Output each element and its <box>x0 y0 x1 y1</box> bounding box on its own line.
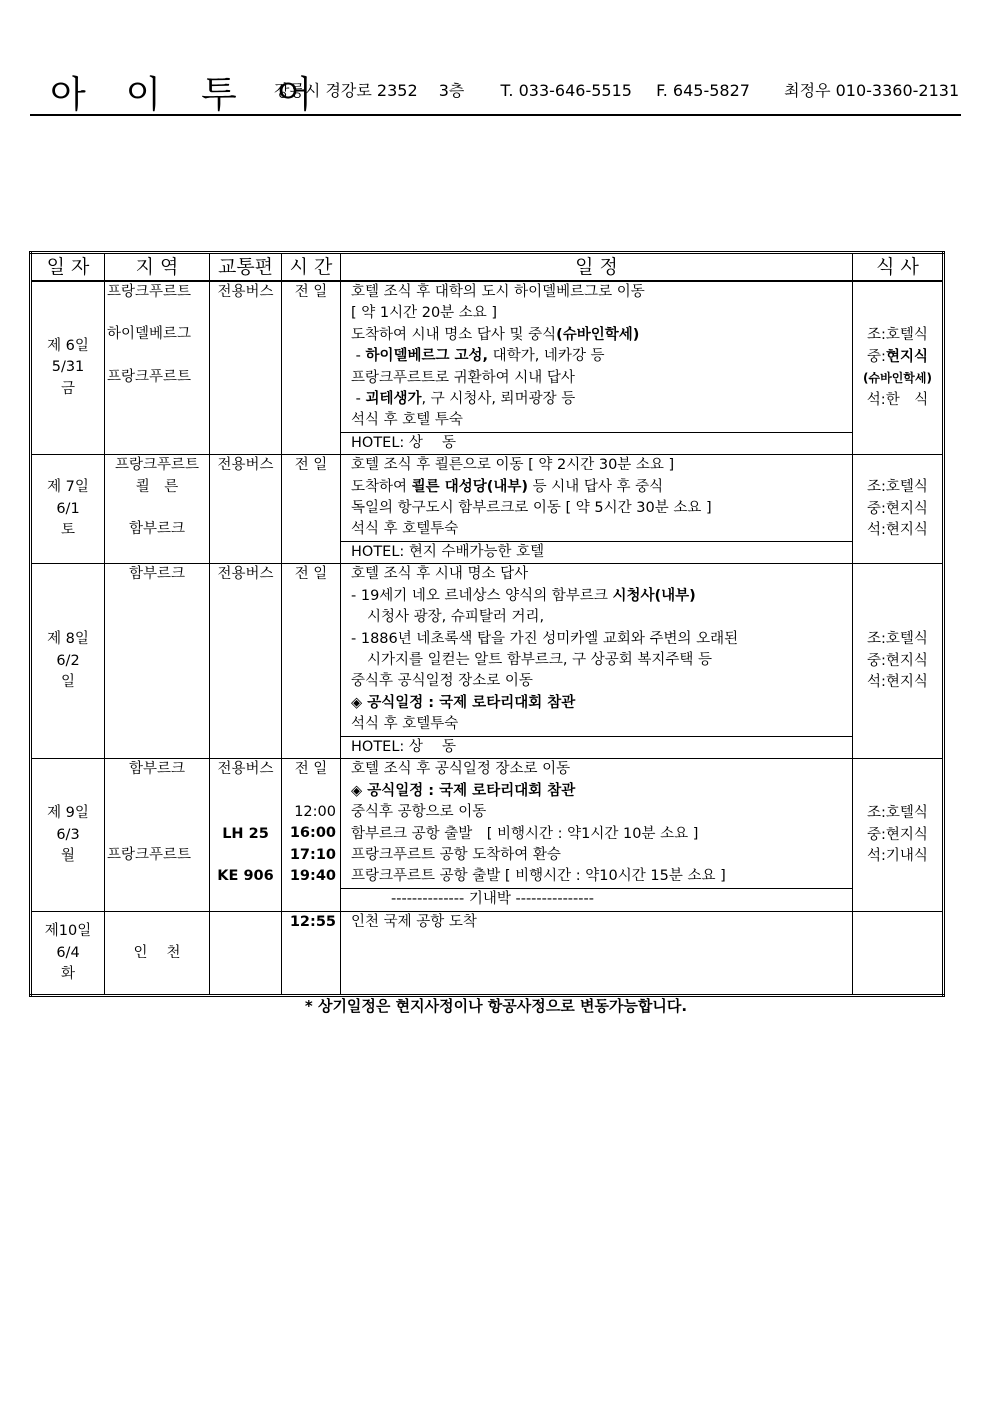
meal-dinner: 석:기내식 <box>867 847 928 864</box>
schedule-line: 인천 국제 공항 도착 <box>351 914 477 931</box>
table-row <box>31 281 944 455</box>
flight-number: KE 906 <box>217 868 274 885</box>
meal-note: (슈바인학세) <box>863 371 932 386</box>
region: 프랑크푸르트 <box>107 284 192 300</box>
table-header-row <box>31 253 944 282</box>
address: 강릉시 경강로 2352 3층 <box>274 81 465 100</box>
meal-cell <box>853 455 944 564</box>
transport-cell: 전용버스 <box>210 455 282 564</box>
hotel-line: HOTEL: 상 동 <box>341 736 853 758</box>
schedule-line <box>341 325 852 346</box>
header-transport: 교통편 <box>210 253 282 282</box>
day-date: 6/3 <box>56 826 80 843</box>
table-row <box>31 455 944 564</box>
day-cell <box>31 912 105 996</box>
text: 대학가, 네카강 등 <box>488 348 605 365</box>
company-name: 아 이 투 어 <box>50 73 327 116</box>
schedule-line: - 1886년 네초록색 탑을 가진 성미카엘 교회와 주변의 오래된 <box>351 630 739 647</box>
time-cell: 전 일 <box>282 564 341 759</box>
region: 프랑크푸르트 <box>107 846 192 863</box>
telephone: T. 033-646-5515 <box>500 81 632 100</box>
hotel-line: HOTEL: 상 동 <box>341 432 853 454</box>
schedule-line: 독일의 항구도시 함부르크로 이동 [ 약 5시간 30분 소요 ] <box>351 500 712 517</box>
region: 함부르크 <box>128 761 186 778</box>
day-cell <box>31 455 105 564</box>
schedule-line: 석식 후 호텔투숙 <box>351 716 459 733</box>
text: , 구 시청사, 뢰머광장 등 <box>421 391 576 408</box>
time-cell: 전 일 <box>282 281 341 455</box>
header-schedule: 일 정 <box>341 253 853 282</box>
text: - 19세기 네오 르네상스 양식의 함부르크 <box>351 587 613 604</box>
table-row <box>31 912 944 996</box>
schedule-line: 중식후 공항으로 이동 <box>351 804 487 821</box>
schedule-line: 석식 후 호텔투숙 <box>351 521 459 538</box>
schedule-cell <box>341 912 853 996</box>
text: 도착하여 <box>351 478 412 495</box>
meal-dinner: 석:현지식 <box>867 521 928 538</box>
meal-cell <box>853 564 944 759</box>
schedule-line: 함부르크 공항 출발 [ 비행시간 : 약1시간 10분 소요 ] <box>351 825 699 842</box>
day-number: 제 8일 <box>47 631 89 648</box>
transport-cell <box>210 759 282 912</box>
header-date: 일 자 <box>31 253 105 282</box>
transport-cell: 전용버스 <box>210 281 282 455</box>
region: 하이델베르그 <box>107 326 192 343</box>
region: 함부르크 <box>128 521 186 538</box>
contact-info <box>274 78 959 101</box>
text: 괴테생가 <box>365 391 422 408</box>
schedule-line <box>341 477 852 498</box>
meal-cell <box>853 281 944 455</box>
header-time: 시 간 <box>282 253 341 282</box>
time-cell: 전 일 <box>282 455 341 564</box>
region: 프랑크푸르트 <box>114 457 200 474</box>
meal-breakfast: 조:호텔식 <box>867 479 928 496</box>
table-row <box>31 564 944 759</box>
transport-cell: 전용버스 <box>210 564 282 759</box>
meal-lunch <box>853 347 942 368</box>
day-number: 제 6일 <box>47 338 89 355</box>
day-weekday: 금 <box>60 380 75 397</box>
schedule-cell <box>341 564 853 759</box>
footnote: * 상기일정은 현지사정이나 항공사정으로 변동가능합니다. <box>304 997 688 1015</box>
transport-cell <box>210 912 282 996</box>
day-weekday: 화 <box>60 965 75 982</box>
region-cell <box>105 564 210 759</box>
day-date: 6/4 <box>56 944 80 961</box>
time-cell: 12:55 <box>282 912 341 996</box>
itinerary-table <box>29 251 945 997</box>
letterhead <box>30 62 961 116</box>
flight-number: LH 25 <box>222 825 269 842</box>
meal-breakfast: 조:호텔식 <box>867 631 928 648</box>
overnight-line: -------------- 기내박 --------------- <box>341 888 853 910</box>
schedule-line: 석식 후 호텔 투숙 <box>351 412 463 429</box>
meal-lunch: 중:현지식 <box>867 826 928 843</box>
schedule-cell <box>341 455 853 564</box>
time-value: 전 일 <box>294 761 328 778</box>
text: 도착하여 시내 명소 답사 및 중식 <box>351 326 557 343</box>
schedule-cell <box>341 759 853 912</box>
schedule-line: [ 약 1시간 20분 소요 ] <box>351 305 498 322</box>
meal-dinner: 석:한 식 <box>866 391 929 408</box>
schedule-line <box>341 389 852 410</box>
schedule-line: ◈ 공식일정 : 국제 로타리대회 참관 <box>351 694 576 711</box>
schedule-line: 호텔 조식 후 대학의 도시 하이델베르그로 이동 <box>351 284 645 300</box>
schedule-line <box>341 586 852 607</box>
day-number: 제 9일 <box>47 805 89 822</box>
day-number: 제10일 <box>44 923 92 940</box>
contact-person: 최정우 010-3360-2131 <box>784 81 960 100</box>
text: 시청사(내부) <box>612 587 696 604</box>
day-cell <box>31 759 105 912</box>
text: 등 시내 답사 후 중식 <box>528 478 664 495</box>
text: - <box>351 391 366 408</box>
schedule-line: ◈ 공식일정 : 국제 로타리대회 참관 <box>351 782 576 799</box>
region: 쾰 른 <box>135 478 179 495</box>
day-date: 5/31 <box>51 359 85 376</box>
meal-cell <box>853 759 944 912</box>
meal-dinner: 석:현지식 <box>867 673 928 690</box>
region-cell <box>105 455 210 564</box>
time-value: 17:10 <box>289 846 336 863</box>
region-cell <box>105 759 210 912</box>
time-value: 19:40 <box>289 867 336 884</box>
schedule-line: 시청사 광장, 슈피탈러 거리, <box>367 609 545 626</box>
region: 함부르크 <box>128 566 186 583</box>
meal-lunch: 중:현지식 <box>867 652 928 669</box>
schedule-line: 프랑크푸르트 공항 도착하여 환승 <box>351 846 561 863</box>
region-cell: 인 천 <box>105 912 210 996</box>
table-row <box>31 759 944 912</box>
region-cell <box>105 281 210 455</box>
schedule-line: 호텔 조식 후 공식일정 장소로 이동 <box>351 761 571 778</box>
text: 쾰른 대성당(내부) <box>411 478 528 495</box>
text: 현지식 <box>885 348 928 365</box>
time-value: 16:00 <box>289 825 336 842</box>
text: 하이델베르그 고성, <box>365 348 489 365</box>
fax: F. 645-5827 <box>656 81 750 100</box>
day-cell <box>31 281 105 455</box>
transport-mode: 전용버스 <box>217 761 274 778</box>
day-date: 6/2 <box>56 652 80 669</box>
meal-lunch: 중:현지식 <box>867 500 928 517</box>
schedule-line: 호텔 조식 후 쾰른으로 이동 [ 약 2시간 30분 소요 ] <box>351 457 675 474</box>
time-cell <box>282 759 341 912</box>
text: - <box>351 348 366 365</box>
schedule-line: 시가지를 일컫는 알트 함부르크, 구 상공회 복지주택 등 <box>367 651 713 668</box>
meal-breakfast: 조:호텔식 <box>867 805 928 822</box>
schedule-line: 프랑크푸르트 공항 출발 [ 비행시간 : 약10시간 15분 소요 ] <box>351 868 726 885</box>
day-cell <box>31 564 105 759</box>
text: 중: <box>867 348 886 365</box>
text: (슈바인학세) <box>556 326 640 343</box>
day-number: 제 7일 <box>47 479 89 496</box>
schedule-line: 프랑크푸르트로 귀환하여 시내 답사 <box>351 369 575 386</box>
schedule-line: 중식후 공식일정 장소로 이동 <box>351 673 533 690</box>
schedule-line <box>341 346 852 367</box>
hotel-line: HOTEL: 현지 수배가능한 호텔 <box>341 541 853 563</box>
day-weekday: 일 <box>60 673 75 690</box>
header-region: 지 역 <box>105 253 210 282</box>
header-meals: 식 사 <box>853 253 944 282</box>
day-date: 6/1 <box>56 500 80 517</box>
day-weekday: 토 <box>60 521 75 538</box>
schedule-line: 호텔 조식 후 시내 명소 답사 <box>351 566 529 583</box>
schedule-cell <box>341 281 853 455</box>
region: 프랑크푸르트 <box>107 368 192 385</box>
day-weekday: 월 <box>60 847 75 864</box>
time-value: 12:00 <box>294 803 336 820</box>
meal-breakfast: 조:호텔식 <box>867 327 928 344</box>
meal-cell <box>853 912 944 996</box>
